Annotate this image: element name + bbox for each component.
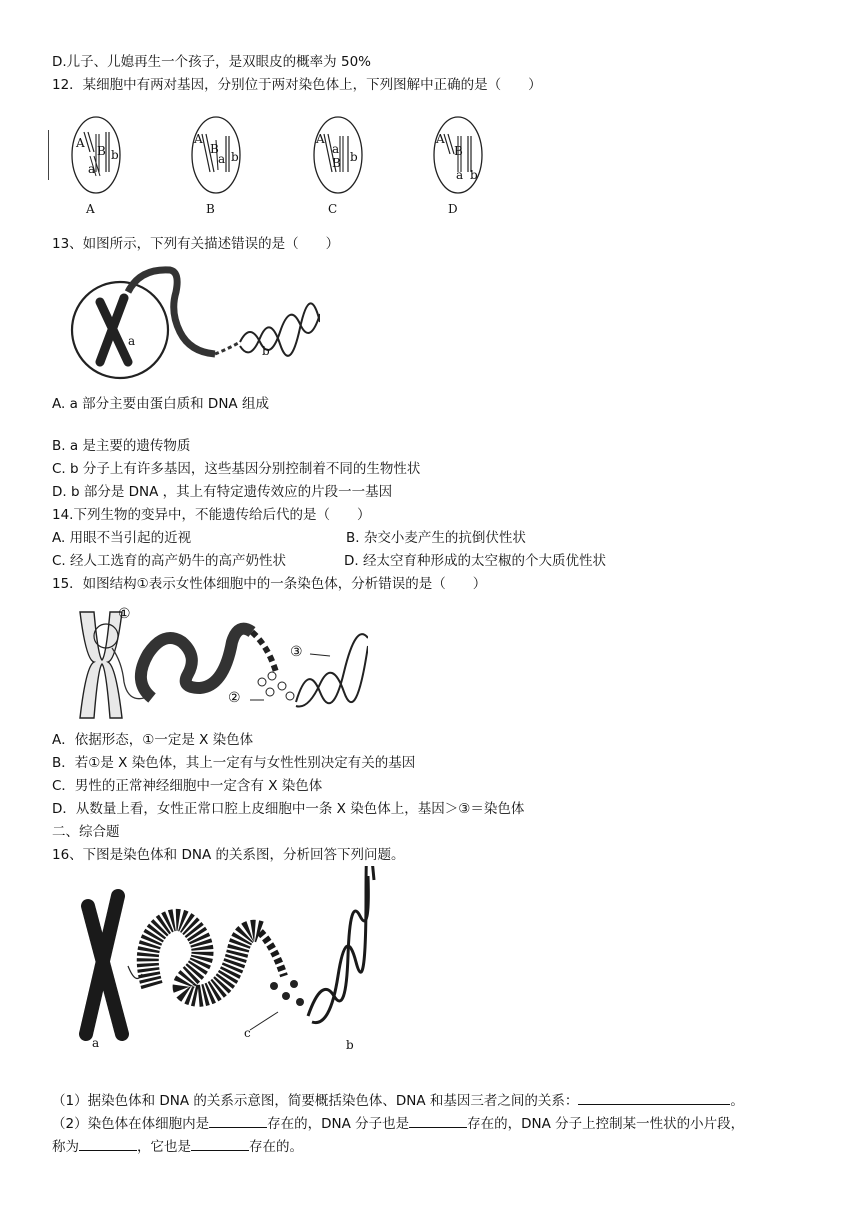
q14-option-d: D. 经太空育种形成的太空椒的个大质优性状: [344, 553, 606, 569]
q15-option-a: A．依据形态，①一定是 X 染色体: [52, 732, 254, 748]
margin-bar: [48, 130, 49, 180]
q14-stem: 14.下列生物的变异中，不能遗传给后代的是（ ）: [52, 507, 371, 523]
label-b: b: [262, 344, 270, 358]
q15-option-c: C．男性的正常神经细胞中一定含有 X 染色体: [52, 778, 323, 794]
q16-stem: 16、下图是染色体和 DNA 的关系图，分析回答下列问题。: [52, 847, 405, 863]
gene-label: b: [350, 150, 358, 164]
q15-option-d: D．从数量上看，女性正常口腔上皮细胞中一条 X 染色体上，基因＞③＝染色体: [52, 801, 525, 817]
section-title: 二、综合题: [52, 824, 120, 840]
label-circled-2: ②: [228, 690, 241, 706]
label-circled-1: ①: [118, 606, 131, 622]
q14-option-c: C. 经人工选育的高产奶牛的高产奶性状: [52, 553, 287, 569]
gene-label: B: [454, 144, 463, 158]
q15-figure: [72, 602, 368, 724]
figure-label-b: B: [206, 202, 215, 216]
q16-part-3: [52, 1136, 303, 1157]
q16-figure: [78, 866, 378, 1058]
figure-label-d: D: [448, 202, 458, 216]
gene-label: a: [456, 168, 464, 182]
label-b: b: [346, 1038, 354, 1052]
chromosome-dna-relation-diagram: [78, 866, 378, 1058]
cell-diagram-c: [308, 110, 378, 200]
chromosome-structure-diagram: [72, 602, 368, 724]
q14-option-b: B. 杂交小麦产生的抗倒伏性状: [346, 530, 526, 546]
answer-blank[interactable]: [578, 1090, 730, 1105]
q12-figures: [48, 110, 488, 220]
q16-part-2-text-a: （2）染色体在体细胞内是: [52, 1116, 210, 1132]
gene-label: A: [76, 136, 85, 150]
gene-label: A: [316, 132, 325, 146]
label-circled-3: ③: [290, 644, 303, 660]
q16-part-2: [52, 1113, 744, 1134]
cell-diagram-d: [428, 110, 498, 200]
figure-label-a: A: [86, 202, 95, 216]
q15-option-b: B．若①是 X 染色体，其上一定有与女性性别决定有关的基因: [52, 755, 416, 771]
q13-figure: [70, 262, 320, 386]
gene-label: A: [194, 132, 203, 146]
q16-part-1-end: 。: [730, 1093, 744, 1109]
gene-label: B: [97, 144, 106, 158]
q13-option-a: A. a 部分主要由蛋白质和 DNA 组成: [52, 396, 269, 412]
gene-label: B: [332, 156, 341, 170]
q16-part-1-text: （1）据染色体和 DNA 的关系示意图，简要概括染色体、DNA 和基因三者之间的关系：: [52, 1093, 579, 1109]
q11-option-d: D.儿子、儿媳再生一个孩子，是双眼皮的概率为 50%: [52, 54, 371, 70]
q16-part-1: [52, 1090, 744, 1111]
answer-blank[interactable]: [209, 1113, 267, 1128]
q16-part-2-text-b: 存在的，DNA 分子也是: [267, 1116, 410, 1132]
label-a: a: [92, 1036, 100, 1050]
q16-part-2-text-c: 存在的，DNA 分子上控制某一性状的小片段，: [467, 1116, 745, 1132]
gene-label: A: [436, 132, 445, 146]
q16-part-3-text-a: 称为: [52, 1139, 79, 1155]
answer-blank[interactable]: [191, 1136, 249, 1151]
q13-option-d: D. b 部分是 DNA ，其上有特定遗传效应的片段一一基因: [52, 484, 393, 500]
answer-blank[interactable]: [79, 1136, 137, 1151]
q13-option-b: B. a 是主要的遗传物质: [52, 438, 191, 454]
gene-label: b: [470, 168, 478, 182]
gene-label: a: [332, 142, 340, 156]
q16-part-3-text-b: ，它也是: [137, 1139, 191, 1155]
gene-label: b: [111, 148, 119, 162]
gene-label: B: [210, 142, 219, 156]
q12-stem: 12．某细胞中有两对基因，分别位于两对染色体上，下列图解中正确的是（ ）: [52, 77, 542, 93]
q15-stem: 15．如图结构①表示女性体细胞中的一条染色体，分析错误的是（ ）: [52, 576, 487, 592]
figure-label-c: C: [328, 202, 338, 216]
q16-part-3-text-c: 存在的。: [249, 1139, 303, 1155]
q12-figure-d: [428, 110, 498, 220]
gene-label: b: [231, 150, 239, 164]
q12-figure-c: [308, 110, 378, 220]
gene-label: a: [88, 162, 96, 176]
q12-figure-a: [66, 110, 136, 220]
q13-option-c: C. b 分子上有许多基因，这些基因分别控制着不同的生物性状: [52, 461, 421, 477]
q13-stem: 13、如图所示，下列有关描述错误的是（ ）: [52, 236, 340, 252]
answer-blank[interactable]: [409, 1113, 467, 1128]
chromosome-dna-diagram: [70, 262, 320, 386]
label-a: a: [128, 334, 136, 348]
label-c: c: [244, 1026, 251, 1040]
q14-option-a: A. 用眼不当引起的近视: [52, 530, 192, 546]
gene-label: a: [218, 152, 226, 166]
q12-figure-b: [186, 110, 256, 220]
